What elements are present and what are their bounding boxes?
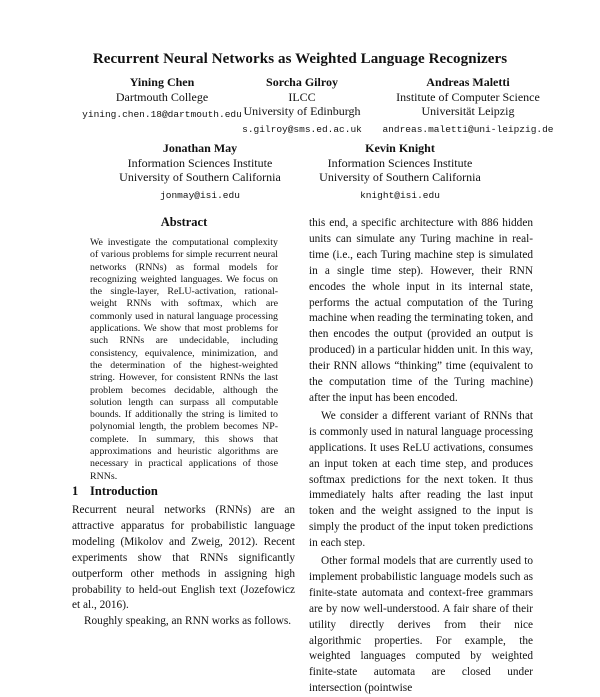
intro-paragraph: Recurrent neural networks (RNNs) are an attractive apparatus for probabilistic language modeling (Mikolov and Zweig, 2012). Recent experiments show that RNNs significantly outperform other methods in assigning high probability to held-out English text (Jozefowicz et al., 2016). [72, 504, 295, 612]
body-paragraph: We consider a different variant of RNNs that is commonly used in natural language processing applications. It uses ReLU activations, consumes an input token at each time step, and produces softmax predictions for the next token. It thus immediately halts after reading the last input token and the weight assigned to the input is simply the product of the input token predictions in each step. [309, 409, 533, 550]
author-block [100, 141, 300, 203]
section-title: Introduction [90, 484, 158, 498]
author-name: Andreas Maletti [426, 75, 510, 89]
author-name: Kevin Knight [365, 141, 435, 155]
author-affiliation: University of Southern California [119, 170, 281, 184]
author-affiliation: University of Edinburgh [243, 104, 361, 118]
author-affiliation: Information Sciences Institute [127, 155, 273, 170]
intro-paragraph: Roughly speaking, an RNN works as follows. [84, 615, 292, 628]
paper-title: Recurrent Neural Networks as Weighted Language Recognizers [92, 51, 508, 67]
author-name: Jonathan May [162, 141, 238, 155]
section-number: 1 [72, 484, 79, 498]
section-heading [72, 484, 158, 499]
abstract-text: We investigate the computational complexity of various problems for simple recurrent neural networks (RNNs) as formal models for recognizing weighted languages. We focus on the single-layer, ReLU-activation, rational-weight RNNs with softmax, which are commonly used in natural language processing applications. We show that most problems for such RNNs are undecidable, including consistency, equivalence, minimization, and the determination of the highest-weighted string. However, for consistent RNNs the last problem becomes decidable, although the solution length can surpass all computable bounds. If additionally the string is limited to polynomial length, the problem becomes NP-complete. In summary, this shows that approximations and heuristic algorithms are necessary in practical applications of those RNNs. [90, 237, 278, 482]
author-email[interactable]: yining.chen.18@dartmouth.edu [82, 109, 242, 120]
author-affiliation: Dartmouth College [115, 89, 209, 104]
author-block [222, 75, 382, 137]
author-email[interactable]: s.gilroy@sms.ed.ac.uk [242, 123, 362, 135]
author-email[interactable]: knight@isi.edu [360, 189, 440, 201]
author-affiliation: Institute of Computer Science [396, 89, 540, 104]
abstract-heading: Abstract [160, 215, 208, 229]
author-block [300, 141, 500, 203]
author-affiliation: ILCC [288, 89, 316, 104]
author-affiliation: Information Sciences Institute [327, 155, 473, 170]
author-affiliation: Universität Leipzig [421, 104, 515, 118]
author-email[interactable]: andreas.maletti@uni-leipzig.de [382, 123, 554, 135]
body-paragraph: Other formal models that are currently used to implement probabilistic language models such as finite-state automata and context-free grammars are by now well-understood. A fair share of their utility directly derives from their nice algorithmic properties. For example, the weighted languages computed by weighted finite-state automata are closed under intersection (pointwise [309, 555, 533, 695]
author-affiliation: University of Southern California [319, 170, 481, 184]
body-paragraph: this end, a specific architecture with 886 hidden units can simulate any Turing machine in real-time (i.e., each Turing machine step is simulated in a single time step). However, their RNN encodes the whole input in its internal state, performs the actual computation of the Turing machine when reading the terminating token, and then encodes the output (provided an output is produced) in a particular hidden unit. In this way, their RNN allows “thinking” time (equivalent to the computation time of the Turing machine) after the input has been encoded. [309, 217, 533, 404]
author-block [368, 75, 568, 137]
author-email[interactable]: jonmay@isi.edu [160, 189, 240, 201]
left-column-body [72, 503, 295, 630]
author-name: Sorcha Gilroy [266, 75, 338, 89]
right-column-body [309, 216, 533, 697]
author-name: Yining Chen [129, 75, 195, 89]
